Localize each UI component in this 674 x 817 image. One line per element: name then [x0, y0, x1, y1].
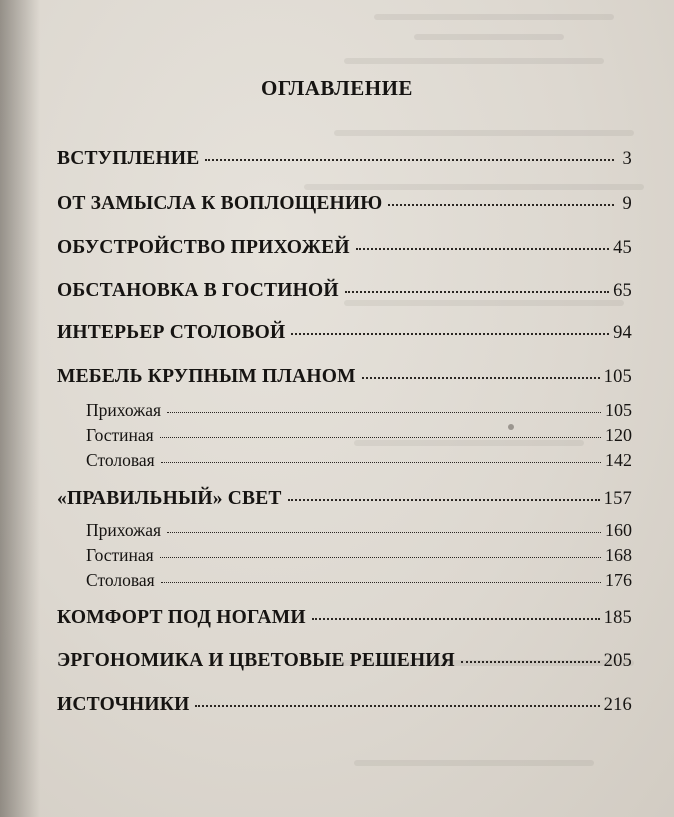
toc-entry-label: ОБУСТРОЙСТВО ПРИХОЖЕЙ: [57, 237, 350, 258]
toc-entry-label: «ПРАВИЛЬНЫЙ» СВЕТ: [57, 488, 282, 509]
spine-shadow: [0, 0, 40, 817]
toc-entry[interactable]: [57, 366, 632, 388]
toc-subentry-page: 160: [605, 520, 632, 540]
toc-subentry[interactable]: [57, 520, 632, 541]
dot-leader: [167, 412, 601, 413]
toc-entry-page: 9: [622, 194, 632, 214]
toc-subentry-label: Столовая: [86, 570, 155, 590]
dot-leader: [288, 499, 600, 501]
dot-leader: [388, 204, 614, 206]
toc-entry-label: ОБСТАНОВКА В ГОСТИНОЙ: [57, 280, 339, 301]
toc-entry[interactable]: [57, 237, 632, 259]
dot-leader: [161, 462, 601, 463]
toc-subentry[interactable]: [57, 425, 632, 446]
toc-subentry-page: 168: [605, 545, 632, 565]
toc-subentry-page: 120: [605, 425, 632, 445]
toc-entry[interactable]: [57, 650, 632, 672]
toc-subentry-label: Гостиная: [86, 425, 154, 445]
toc-entry[interactable]: [57, 322, 632, 344]
toc-subentry-page: 105: [605, 400, 632, 420]
dot-leader: [461, 661, 600, 663]
toc-subentry[interactable]: [57, 570, 632, 591]
toc-entry-page: 205: [603, 651, 632, 671]
dot-leader: [161, 582, 601, 583]
dot-leader: [356, 248, 609, 250]
toc-entry[interactable]: [57, 193, 632, 215]
toc-entry-page: 157: [603, 489, 632, 509]
toc-entry[interactable]: [57, 148, 632, 170]
dot-leader: [167, 532, 601, 533]
toc-entry-label: ЭРГОНОМИКА И ЦВЕТОВЫЕ РЕШЕНИЯ: [57, 650, 455, 671]
toc-subentry-label: Гостиная: [86, 545, 154, 565]
dot-leader: [160, 437, 601, 438]
toc-subentry-page: 142: [605, 450, 632, 470]
toc-subentry[interactable]: [57, 400, 632, 421]
dot-leader: [195, 705, 599, 707]
dot-leader: [160, 557, 601, 558]
dot-leader: [345, 291, 609, 293]
toc-entry-label: ВСТУПЛЕНИЕ: [57, 148, 200, 169]
toc-entry-page: 3: [622, 149, 632, 169]
toc-entry-page: 45: [613, 238, 632, 258]
dot-leader: [362, 377, 600, 379]
toc-subentry[interactable]: [57, 545, 632, 566]
toc-entry[interactable]: [57, 607, 632, 629]
toc-subentry-page: 176: [605, 570, 632, 590]
dot-leader: [205, 159, 614, 161]
toc-entry-page: 216: [603, 695, 632, 715]
toc-subentry-label: Прихожая: [86, 400, 162, 420]
toc-entry-label: ИНТЕРЬЕР СТОЛОВОЙ: [57, 322, 286, 343]
toc-entry[interactable]: [57, 694, 632, 716]
dot-leader: [291, 333, 609, 335]
toc-entry-label: КОМФОРТ ПОД НОГАМИ: [57, 607, 306, 628]
toc-subentry-label: Столовая: [86, 450, 155, 470]
toc-subentry-label: Прихожая: [86, 520, 162, 540]
toc-entry-label: ОТ ЗАМЫСЛА К ВОПЛОЩЕНИЮ: [57, 193, 383, 214]
toc-entry-label: ИСТОЧНИКИ: [57, 694, 190, 715]
toc-title: ОГЛАВЛЕНИЕ: [261, 76, 413, 100]
toc-entry-page: 185: [603, 608, 632, 628]
toc-entry-page: 65: [613, 281, 632, 301]
toc-entry-label: МЕБЕЛЬ КРУПНЫМ ПЛАНОМ: [57, 366, 356, 387]
toc-subentry[interactable]: [57, 450, 632, 471]
toc-entry-page: 105: [603, 367, 632, 387]
toc-entry-page: 94: [613, 323, 632, 343]
toc-entry[interactable]: [57, 280, 632, 302]
paper-speck: [508, 424, 514, 430]
dot-leader: [312, 618, 600, 620]
toc-entry[interactable]: [57, 488, 632, 510]
